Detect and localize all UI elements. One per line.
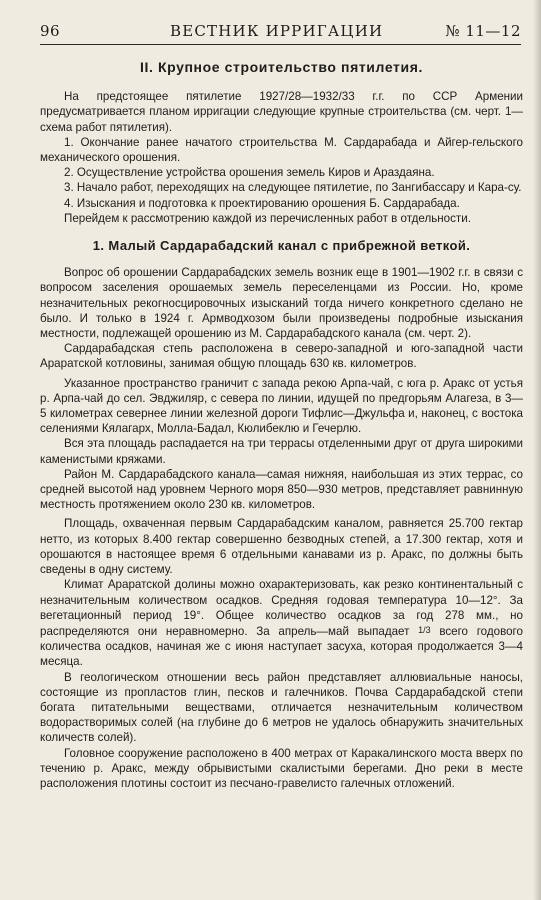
section-title: II. Крупное строительство пятилетия. [140, 59, 423, 75]
fraction: 1/3 [418, 624, 431, 635]
list-item: 3. Начало работ, переходящих на следующее пятилетие, по Зангибассару и Кара-су. [64, 181, 522, 195]
climate-text: Климат Араратской долины можно охарактеризовать, как резко континентальный с незначительным количеством осадков. Средняя годовая температура 10—12°. За вегетационный период 19°. Общее количество осадков за год 278 мм., но распределяются они неравномерно. За апрель—май выпадает [40, 578, 523, 638]
page-body [40, 60, 523, 791]
body-paragraph: Перейдем к рассмотрению каждой из перечисленных работ в отдельности. [64, 211, 471, 225]
page-edge-shadow [533, 0, 541, 900]
climate-paragraph [40, 577, 523, 669]
body-paragraph: Площадь, охваченная первым Сардарабадским каналом, равняется 25.700 гектар нетто, из которых 8.400 гектар совершенно безводных степей, а 17.300 гектар, хотя и орошаются в настоящее время 6 отдельными канавами из р. Аракс, по должны быть сведены в одну систему. [40, 517, 523, 577]
body-paragraph: Головное сооружение расположено в 400 метрах от Каракалинского моста вверх по течению р. Аракс, между обрывистыми скалистыми берегами. Дно реки в месте расположения плотины состоит из песчано-гравелисто галечных отложений. [40, 746, 523, 790]
list-item: 2. Осуществление устройства орошения земель Киров и Араздаяна. [64, 166, 435, 180]
body-paragraph: Указанное пространство граничит с запада рекою Арпа-чай, с юга р. Аракс от устья р. Арпа-чай до сел. Эвджиляр, с севера по линии, идущей по предгорьям Алагеза, в 3—5 километрах севернее линии железной дороги Тифлис—Джульфа и, наконец, с востока селениями Кялагарх, Молла-Бадал, Кюлибеклю и Гечерлю. [40, 376, 523, 436]
list-item: 4. Изыскания и подготовка к проектированию орошения Б. Сардарабада. [64, 196, 460, 210]
issue-number: № 11—12 [445, 22, 521, 40]
journal-title: ВЕСТНИК ИРРИГАЦИИ [170, 22, 384, 40]
list-item: 1. Окончание ранее начатого строительства М. Сардарабада и Айгер-гельского механического орошения. [40, 135, 523, 165]
body-paragraph: Сардарабадская степь расположена в северо-западной и юго-западной части Араратской котловины, занимая общую площадь 630 кв. километров. [40, 342, 523, 371]
body-paragraph: Вся эта площадь распадается на три террасы отделенными друг от друга широкими каменистыми кряжами. [40, 437, 523, 466]
body-paragraph: На предстоящее пятилетие 1927/28—1932/33 г.г. по ССР Армении предусматривается планом ирригации следующие крупные строительства (см. черт. 1—схема работ пятилетия). [40, 90, 523, 134]
page-number: 96 [40, 22, 61, 40]
subsection-title: 1. Малый Сардарабадский канал с прибрежной веткой. [92, 238, 471, 254]
body-paragraph: Вопрос об орошении Сардарабадских земель возник еще в 1901—1902 г.г. в связи с вопросом заселения орошаемых земель переселенцами из России. Но, кроме незначительных рекогносцировочных изысканий тогда ничего конкретного сделано не было. И только в 1924 г. Армводхозом были произведены подробные изыскания местности, подлежащей орошению из М. Сардарабадского канала (см. черт. 2). [40, 266, 523, 341]
body-paragraph: Район М. Сардарабадского канала—самая нижняя, наибольшая из этих террас, со средней высотой над уровнем Черного моря 850—930 метров, представляет равнинную местность протяжением около 230 кв. километров. [40, 467, 523, 512]
running-header [40, 22, 521, 45]
climate-text-cont: всего годового количества осадков, начиная же с июня наступает засуха, которая продолжается 3—4 месяца. [40, 624, 523, 669]
body-paragraph: В геологическом отношении весь район представляет аллювиальные наносы, состоящие из пропластов глин, песков и галечников. Почва Сардарабадской степи богата питательными веществами, отличается незначительным количеством водорастворимых солей (на глубине до 6 метров не удалось обнаружить значительных количеств солей). [40, 670, 523, 745]
